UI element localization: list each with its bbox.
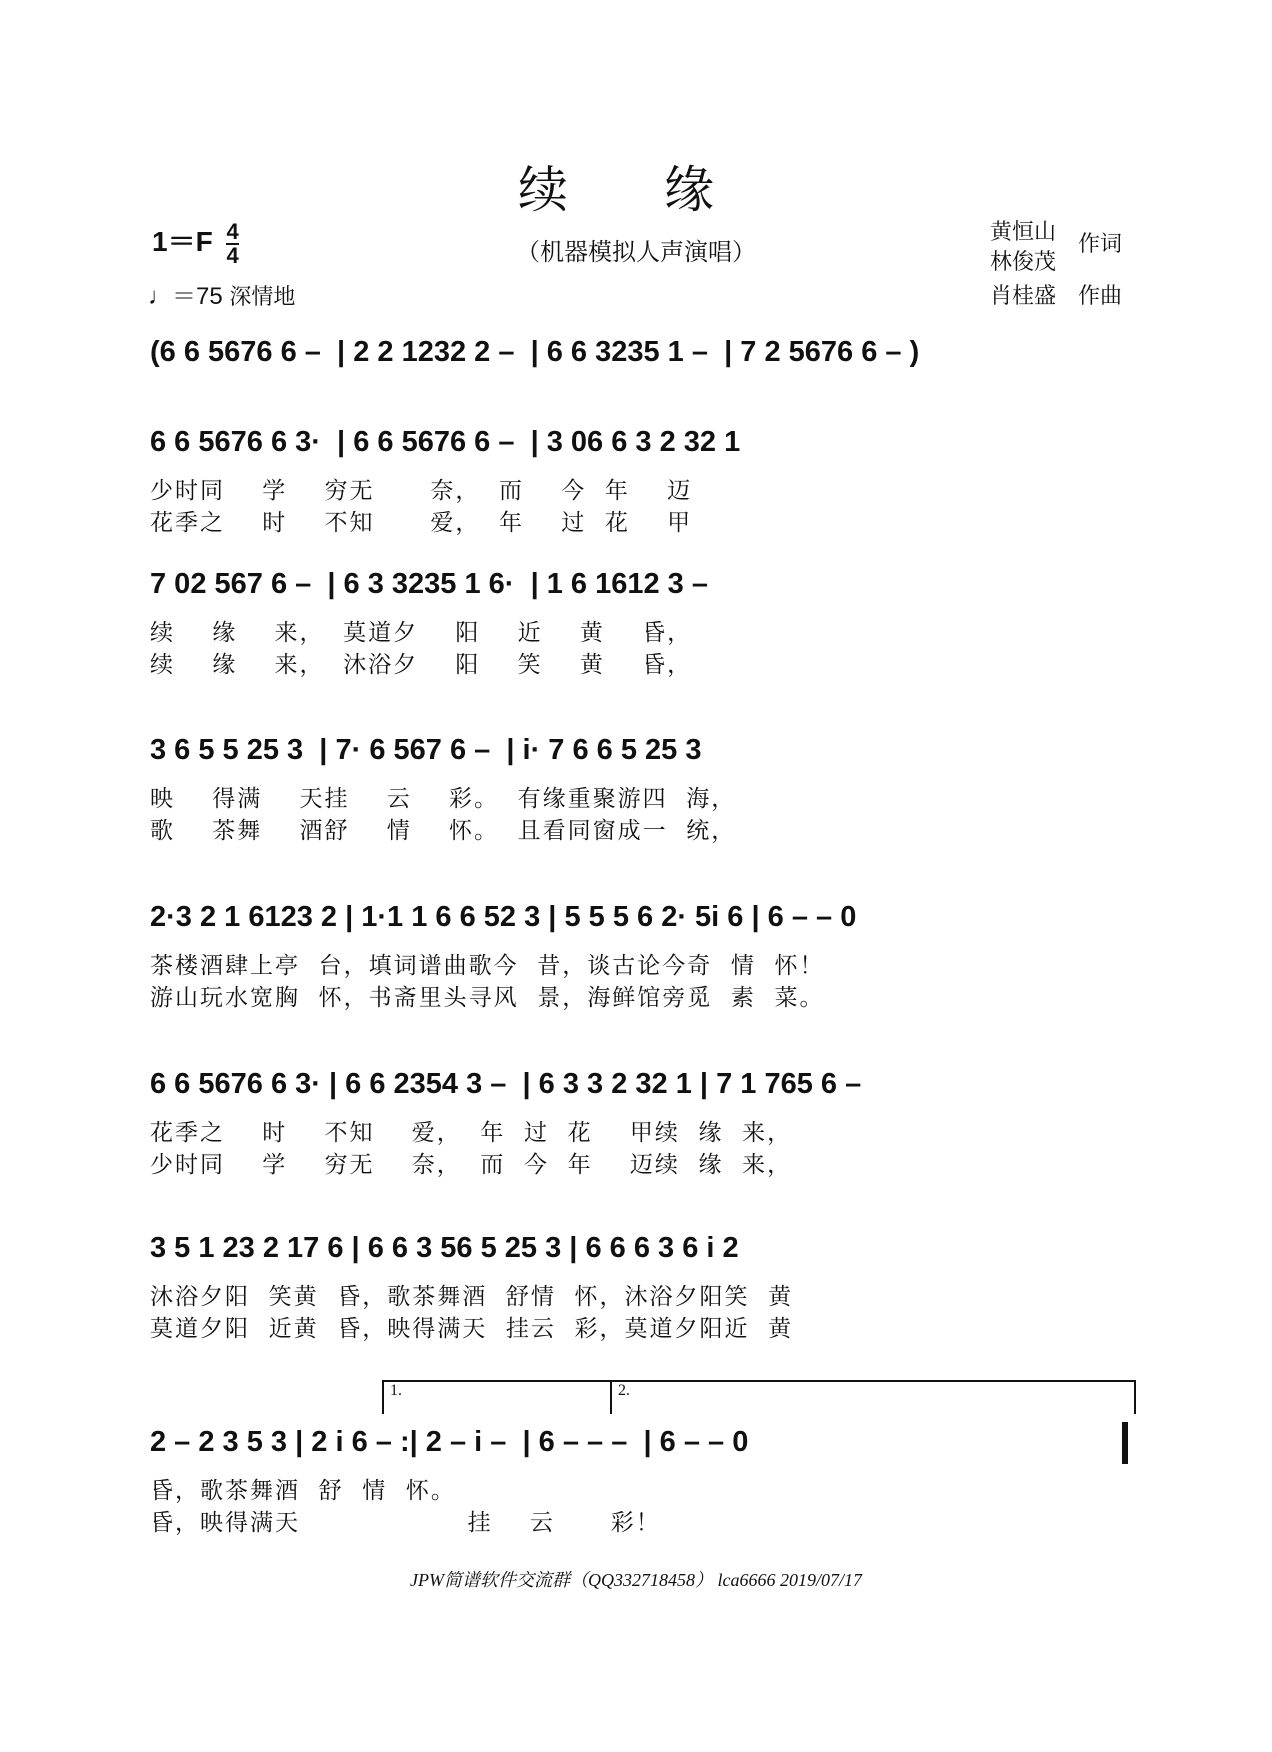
lyrics-verse-2: 少时同 学 穷无 奈， 而 今 年 迈续 缘 来， <box>150 1152 793 1178</box>
lyrics-verse-2: 花季之 时 不知 爱， 年 过 花 甲 <box>150 510 693 536</box>
lyrics-verse-1: 续 缘 来， 莫道夕 阳 近 黄 昏， <box>150 620 693 646</box>
tempo-marking <box>148 276 295 311</box>
notes-line: 2·3 2 1 6123 2 | 1·1 1 6 6 52 3 | 5 5 5 6 2· 5i 6 | 6 – – 0 <box>150 901 857 933</box>
notes-line: 2 – 2 3 5 3 | 2 i 6 – :| 2 – i – | 6 – – – | 6 – – 0 <box>150 1426 749 1458</box>
lyrics-verse-2: 续 缘 来， 沐浴夕 阳 笑 黄 昏， <box>150 652 693 678</box>
tempo-value: ♩＝75 <box>148 283 223 310</box>
lyrics-verse-1: 少时同 学 穷无 奈， 而 今 年 迈 <box>150 478 693 504</box>
score-system <box>150 1062 1128 1192</box>
lyrics-verse-2: 昏，映得满天 挂 云 彩！ <box>150 1510 661 1536</box>
time-signature <box>226 218 239 268</box>
score-system-intro <box>150 330 1128 380</box>
time-bottom: 4 <box>226 242 239 268</box>
lyricist-role: 作词 <box>1078 232 1123 257</box>
lyrics-verse-2: 莫道夕阳 近黄 昏，映得满天 挂云 彩，莫道夕阳近 黄 <box>150 1316 794 1342</box>
score-system <box>150 562 1128 692</box>
composer-name: 肖桂盛 <box>990 284 1057 309</box>
lyrics-verse-1: 茶楼酒肆上亭 台，填词谱曲歌今 昔，谈古论今奇 情 怀！ <box>150 953 825 979</box>
score-title: 续 缘 <box>518 161 754 219</box>
notes-line: 7 02 567 6 – | 6 3 3235 1 6· | 1 6 1612 3 – <box>150 568 708 600</box>
first-ending-label: 1. <box>390 1382 402 1399</box>
notes-line: 3 5 1 23 2 17 6 | 6 6 3 56 5 25 3 | 6 6 6 3 6 i 2 <box>150 1232 739 1264</box>
lyrics-verse-1: 沐浴夕阳 笑黄 昏，歌茶舞酒 舒情 怀，沐浴夕阳笑 黄 <box>150 1284 794 1310</box>
lyricist-name: 黄恒山 林俊茂 <box>990 220 1057 275</box>
lyrics-verse-1: 映 得满 天挂 云 彩。 有缘重聚游四 海， <box>150 786 737 812</box>
score-system-endings <box>150 1382 1128 1550</box>
composer-role: 作曲 <box>1078 284 1123 309</box>
lyrics-verse-1: 花季之 时 不知 爱， 年 过 花 甲续 缘 来， <box>150 1120 793 1146</box>
notes-line: 3 6 5 5 25 3 | 7· 6 567 6 – | i· 7 6 6 5 25 3 <box>150 734 702 766</box>
mood-marking: 深情地 <box>229 285 296 310</box>
score-system <box>150 1226 1128 1356</box>
score-system <box>150 420 1128 550</box>
notes-line: 6 6 5676 6 3· | 6 6 2354 3 – | 6 3 3 2 32 1 | 7 1 765 6 – <box>150 1068 862 1100</box>
notes-line: 6 6 5676 6 3· | 6 6 5676 6 – | 3 06 6 3 2 32 1 <box>150 426 741 458</box>
score-subtitle: （机器模拟人声演唱） <box>516 238 756 266</box>
time-top: 4 <box>226 218 239 244</box>
score-system <box>150 895 1128 1025</box>
lyrics-verse-1: 昏，歌茶舞酒 舒 情 怀。 <box>150 1478 456 1504</box>
key-label: 1＝F <box>152 226 213 257</box>
key-signature <box>152 220 239 267</box>
lyrics-verse-2: 歌 茶舞 酒舒 情 怀。 且看同窗成一 统， <box>150 818 737 844</box>
final-barline <box>1122 1422 1128 1464</box>
notes-line: (6 6 5676 6 – | 2 2 1232 2 – | 6 6 3235 1 – | 7 2 5676 6 – ) <box>150 336 920 368</box>
second-ending-bracket <box>610 1380 1136 1414</box>
lyrics-verse-2: 游山玩水宽胸 怀，书斋里头寻风 景，海鲜馆旁觅 素 菜。 <box>150 985 825 1011</box>
credits <box>990 218 1220 308</box>
second-ending-label: 2. <box>618 1382 630 1399</box>
score-system <box>150 728 1128 858</box>
footer-credit: JPW简谱软件交流群（QQ332718458） lca6666 2019/07/17 <box>410 1570 862 1590</box>
